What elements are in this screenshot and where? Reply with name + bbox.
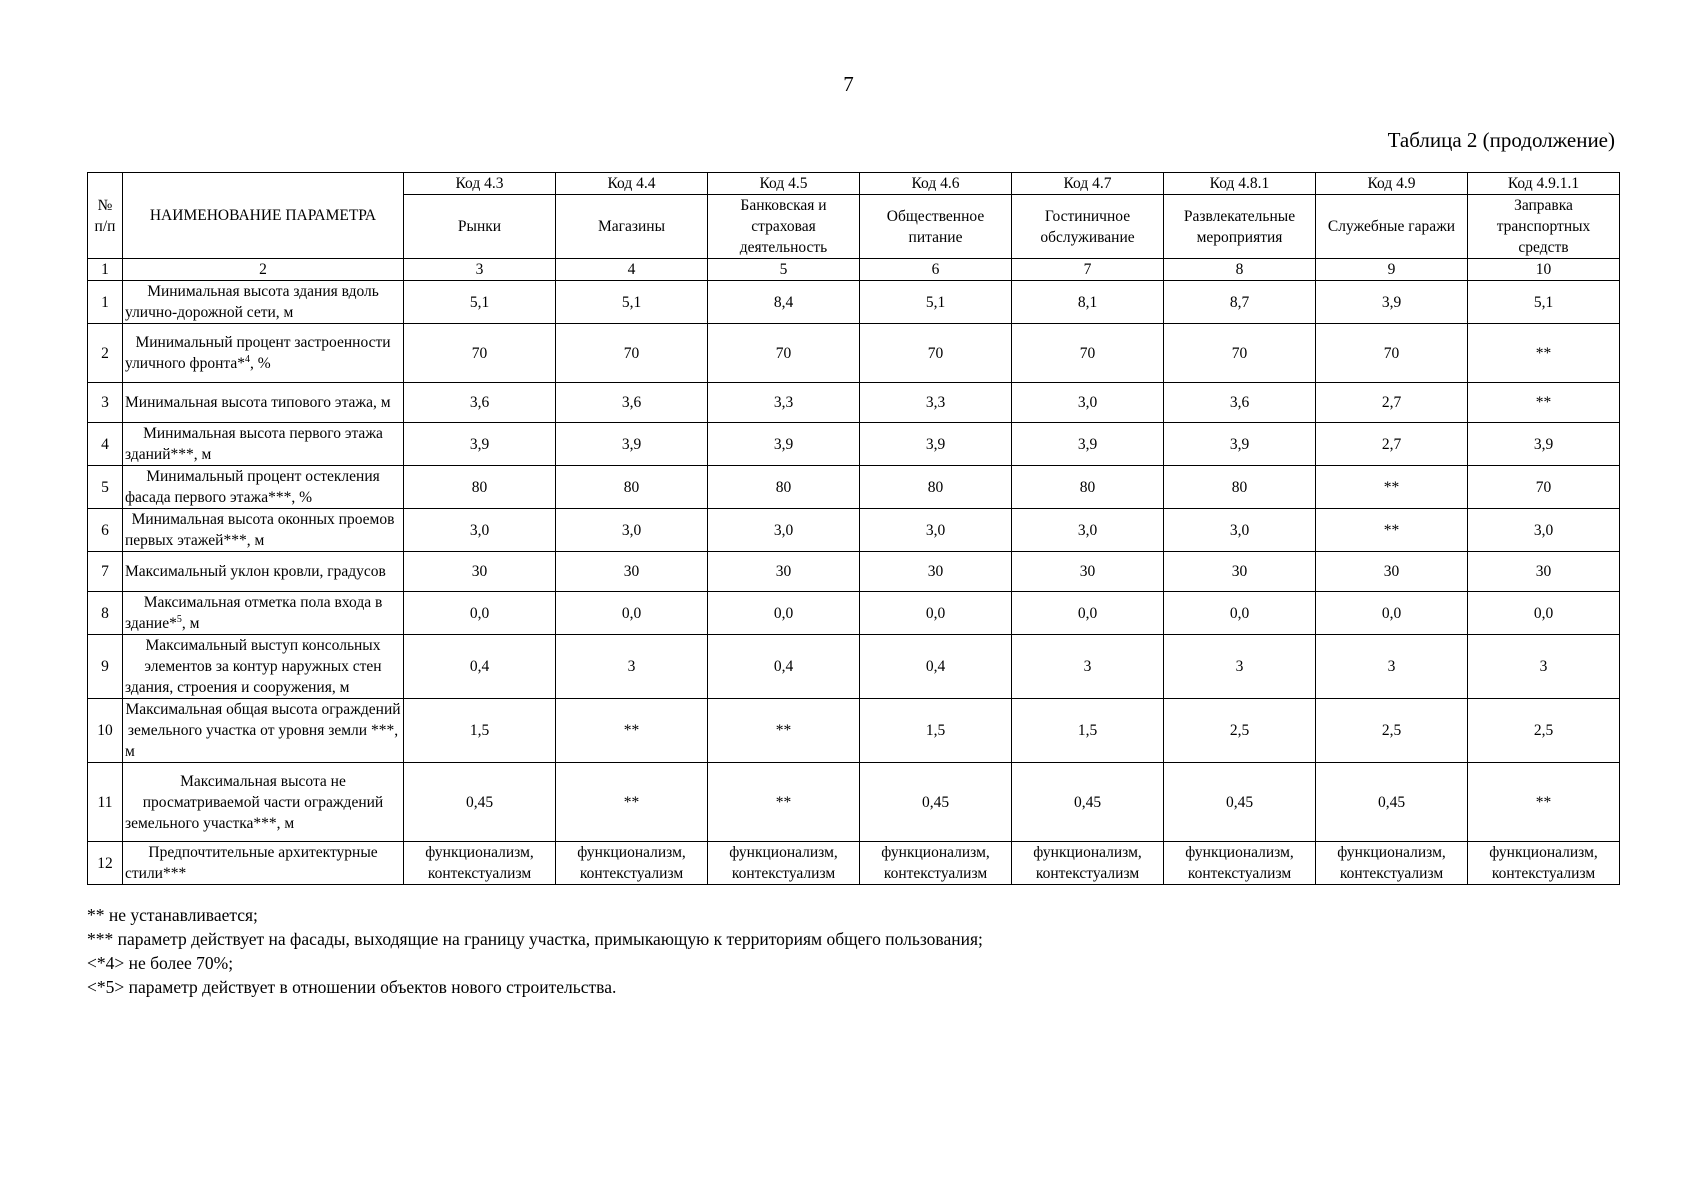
- header-code: Код 4.9: [1316, 173, 1468, 195]
- value-cell: 30: [556, 552, 708, 592]
- value-cell: 0,0: [556, 592, 708, 635]
- header-column-number: 5: [708, 259, 860, 281]
- value-cell: 2,5: [1468, 699, 1620, 763]
- header-column-number: 9: [1316, 259, 1468, 281]
- footnote: *** параметр действует на фасады, выходящие на границу участка, примыкающую к территориям общего пользования;: [87, 929, 983, 949]
- header-column-number: 7: [1012, 259, 1164, 281]
- value-cell: 70: [1468, 466, 1620, 509]
- table-row: [88, 383, 1620, 423]
- value-cell: 3,9: [404, 423, 556, 466]
- value-cell: 0,0: [1012, 592, 1164, 635]
- value-cell: 80: [708, 466, 860, 509]
- parameter-name: [123, 423, 404, 466]
- value-cell: 8,7: [1164, 281, 1316, 324]
- value-cell: 3: [1012, 635, 1164, 699]
- header-code: Код 4.4: [556, 173, 708, 195]
- value-cell: 3,9: [1012, 423, 1164, 466]
- value-cell: 5,1: [404, 281, 556, 324]
- header-row-codes: [88, 173, 1620, 195]
- row-number: 12: [88, 842, 123, 885]
- value-cell: 2,7: [1316, 383, 1468, 423]
- value-cell: 3,9: [708, 423, 860, 466]
- parameter-text: Предпочтительные архитектурные стили***: [125, 844, 378, 882]
- value-cell: 2,7: [1316, 423, 1468, 466]
- parameter-name: [123, 842, 404, 885]
- table-row: [88, 635, 1620, 699]
- value-cell: 70: [1316, 324, 1468, 383]
- parameter-text: Минимальный процент остекления фасада первого этажа***, %: [125, 468, 380, 506]
- header-activity-name: Служебные гаражи: [1316, 195, 1468, 259]
- value-cell: 0,45: [404, 763, 556, 842]
- value-cell: **: [556, 699, 708, 763]
- row-number: 6: [88, 509, 123, 552]
- parameter-text: Максимальный уклон кровли, градусов: [125, 563, 386, 580]
- header-column-number: 1: [88, 259, 123, 281]
- table-row: [88, 552, 1620, 592]
- parameters-table: [87, 172, 1620, 885]
- header-num: № п/п: [88, 173, 123, 259]
- header-activity-name: Общественное питание: [860, 195, 1012, 259]
- table-row: [88, 466, 1620, 509]
- parameter-name: [123, 699, 404, 763]
- value-cell: 0,0: [1164, 592, 1316, 635]
- value-cell: **: [1468, 324, 1620, 383]
- value-cell: 0,0: [404, 592, 556, 635]
- value-cell: 3,3: [708, 383, 860, 423]
- value-cell: 80: [556, 466, 708, 509]
- value-cell: 1,5: [860, 699, 1012, 763]
- value-cell: 3,0: [1012, 383, 1164, 423]
- row-number: 4: [88, 423, 123, 466]
- table-row: [88, 699, 1620, 763]
- header-column-number: 4: [556, 259, 708, 281]
- header-activity-name: Рынки: [404, 195, 556, 259]
- row-number: 11: [88, 763, 123, 842]
- header-row-col-numbers: [88, 259, 1620, 281]
- value-cell: 3,9: [1468, 423, 1620, 466]
- table-caption: Таблица 2 (продолжение): [1387, 128, 1615, 152]
- value-cell: 70: [556, 324, 708, 383]
- value-cell: функционализм, контекстуализм: [404, 842, 556, 885]
- row-number: 1: [88, 281, 123, 324]
- header-code: Код 4.6: [860, 173, 1012, 195]
- value-cell: 80: [1012, 466, 1164, 509]
- value-cell: 30: [1164, 552, 1316, 592]
- value-cell: 3,0: [1468, 509, 1620, 552]
- value-cell: функционализм, контекстуализм: [708, 842, 860, 885]
- value-cell: 5,1: [556, 281, 708, 324]
- table-row: [88, 423, 1620, 466]
- parameter-unit: , м: [181, 615, 200, 632]
- value-cell: 70: [860, 324, 1012, 383]
- value-cell: функционализм, контекстуализм: [1164, 842, 1316, 885]
- value-cell: 0,45: [860, 763, 1012, 842]
- value-cell: **: [556, 763, 708, 842]
- value-cell: 3: [1164, 635, 1316, 699]
- parameter-text: Максимальный выступ консольных элементов за контур наружных стен здания, строения и сооружения, м: [125, 637, 382, 696]
- value-cell: 3,0: [404, 509, 556, 552]
- value-cell: 30: [860, 552, 1012, 592]
- value-cell: функционализм, контекстуализм: [556, 842, 708, 885]
- value-cell: 8,4: [708, 281, 860, 324]
- value-cell: 3,0: [556, 509, 708, 552]
- value-cell: 0,0: [1468, 592, 1620, 635]
- table-body: [88, 281, 1620, 885]
- parameter-superscript: 4: [244, 353, 250, 365]
- value-cell: 3,0: [708, 509, 860, 552]
- value-cell: 30: [1012, 552, 1164, 592]
- value-cell: 5,1: [860, 281, 1012, 324]
- page-number: 7: [843, 72, 854, 96]
- parameter-unit: , %: [249, 355, 271, 372]
- value-cell: функционализм, контекстуализм: [1012, 842, 1164, 885]
- value-cell: **: [1468, 383, 1620, 423]
- value-cell: **: [1316, 509, 1468, 552]
- value-cell: 3,9: [1164, 423, 1316, 466]
- parameter-name: [123, 509, 404, 552]
- row-number: 8: [88, 592, 123, 635]
- value-cell: 80: [860, 466, 1012, 509]
- table-row: [88, 324, 1620, 383]
- value-cell: 30: [708, 552, 860, 592]
- parameter-text: Минимальный процент застроенности уличного фронта*: [125, 334, 391, 372]
- value-cell: 3: [1468, 635, 1620, 699]
- table-row: [88, 281, 1620, 324]
- value-cell: 70: [404, 324, 556, 383]
- parameter-text: Минимальная высота типового этажа, м: [125, 394, 391, 411]
- header-code: Код 4.8.1: [1164, 173, 1316, 195]
- value-cell: 1,5: [1012, 699, 1164, 763]
- parameter-name: [123, 383, 404, 423]
- value-cell: 70: [1012, 324, 1164, 383]
- row-number: 10: [88, 699, 123, 763]
- value-cell: 30: [1316, 552, 1468, 592]
- value-cell: 2,5: [1316, 699, 1468, 763]
- value-cell: 0,0: [860, 592, 1012, 635]
- header-column-number: 6: [860, 259, 1012, 281]
- value-cell: 1,5: [404, 699, 556, 763]
- footnote: <*4> не более 70%;: [87, 953, 234, 973]
- row-number: 5: [88, 466, 123, 509]
- value-cell: **: [1316, 466, 1468, 509]
- value-cell: **: [1468, 763, 1620, 842]
- parameter-text: Максимальная отметка пола входа в здание*: [125, 594, 383, 632]
- value-cell: 0,0: [708, 592, 860, 635]
- parameter-text: Максимальная общая высота ограждений земельного участка от уровня земли ***, м: [125, 701, 401, 760]
- parameter-name: [123, 281, 404, 324]
- header-column-number: 8: [1164, 259, 1316, 281]
- value-cell: 0,4: [860, 635, 1012, 699]
- parameter-text: Максимальная высота не просматриваемой части ограждений земельного участка***, м: [125, 772, 384, 832]
- value-cell: 70: [1164, 324, 1316, 383]
- value-cell: 3,0: [1012, 509, 1164, 552]
- table-row: [88, 592, 1620, 635]
- header-column-number: 3: [404, 259, 556, 281]
- value-cell: 3,9: [1316, 281, 1468, 324]
- parameter-name: [123, 592, 404, 635]
- footnotes: [87, 903, 983, 999]
- value-cell: 0,4: [404, 635, 556, 699]
- parameter-text: Минимальная высота оконных проемов первых этажей***, м: [125, 511, 395, 549]
- value-cell: 5,1: [1468, 281, 1620, 324]
- row-number: 2: [88, 324, 123, 383]
- value-cell: 3,0: [860, 509, 1012, 552]
- value-cell: 3,6: [404, 383, 556, 423]
- parameter-text: Минимальная высота первого этажа зданий***, м: [125, 425, 383, 463]
- value-cell: функционализм, контекстуализм: [1316, 842, 1468, 885]
- header-code: Код 4.3: [404, 173, 556, 195]
- value-cell: 0,45: [1164, 763, 1316, 842]
- value-cell: 0,45: [1316, 763, 1468, 842]
- value-cell: функционализм, контекстуализм: [1468, 842, 1620, 885]
- header-column-number: 10: [1468, 259, 1620, 281]
- value-cell: 3,6: [556, 383, 708, 423]
- footnote: ** не устанавливается;: [87, 905, 258, 925]
- value-cell: 3: [1316, 635, 1468, 699]
- parameter-superscript: 5: [176, 613, 182, 625]
- parameter-text: Минимальная высота здания вдоль улично-дорожной сети, м: [125, 283, 379, 321]
- header-code: Код 4.7: [1012, 173, 1164, 195]
- parameter-name: [123, 763, 404, 842]
- value-cell: функционализм, контекстуализм: [860, 842, 1012, 885]
- value-cell: 80: [404, 466, 556, 509]
- value-cell: 80: [1164, 466, 1316, 509]
- value-cell: 70: [708, 324, 860, 383]
- footnote: <*5> параметр действует в отношении объектов нового строительства.: [87, 977, 617, 997]
- table-row: [88, 842, 1620, 885]
- header-activity-name: Магазины: [556, 195, 708, 259]
- value-cell: 3,0: [1164, 509, 1316, 552]
- header-column-number: 2: [123, 259, 404, 281]
- header-activity-name: Заправка транспортных средств: [1468, 195, 1620, 259]
- parameter-name: [123, 324, 404, 383]
- value-cell: 0,4: [708, 635, 860, 699]
- header-param: НАИМЕНОВАНИЕ ПАРАМЕТРА: [123, 173, 404, 259]
- header-activity-name: Развлекательные мероприятия: [1164, 195, 1316, 259]
- value-cell: 3,9: [860, 423, 1012, 466]
- value-cell: **: [708, 699, 860, 763]
- row-number: 9: [88, 635, 123, 699]
- header-activity-name: Гостиничное обслуживание: [1012, 195, 1164, 259]
- parameter-name: [123, 635, 404, 699]
- value-cell: 8,1: [1012, 281, 1164, 324]
- value-cell: 30: [404, 552, 556, 592]
- value-cell: 0,45: [1012, 763, 1164, 842]
- parameter-name: [123, 466, 404, 509]
- value-cell: 3,9: [556, 423, 708, 466]
- header-code: Код 4.5: [708, 173, 860, 195]
- value-cell: 0,0: [1316, 592, 1468, 635]
- value-cell: 2,5: [1164, 699, 1316, 763]
- parameter-name: [123, 552, 404, 592]
- row-number: 7: [88, 552, 123, 592]
- table-row: [88, 763, 1620, 842]
- value-cell: 3,3: [860, 383, 1012, 423]
- value-cell: 30: [1468, 552, 1620, 592]
- value-cell: 3: [556, 635, 708, 699]
- header-activity-name: Банковская и страховая деятельность: [708, 195, 860, 259]
- table-row: [88, 509, 1620, 552]
- value-cell: 3,6: [1164, 383, 1316, 423]
- value-cell: **: [708, 763, 860, 842]
- row-number: 3: [88, 383, 123, 423]
- header-code: Код 4.9.1.1: [1468, 173, 1620, 195]
